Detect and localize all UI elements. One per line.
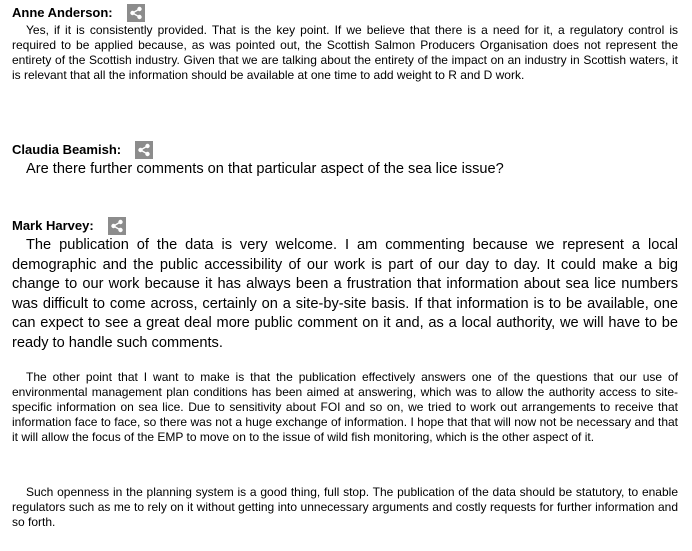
speech-paragraph: Yes, if it is consistently provided. That is the key point. If we believe that there is a need for it, a regulatory control is required to be applied because, as was pointed out, the Scottish Salmon Producers Organisation does not represent the entirety of the Scottish industry. Given that we are talking about the entirety of the impact on an industry in Scottish waters, it is relevant that all the information should be available at one time to add weight to R and D work. <box>12 23 678 82</box>
speaker-heading <box>12 140 678 160</box>
contribution-mark-harvey-continued <box>12 370 678 445</box>
speaker-name: Claudia Beamish: <box>12 142 122 157</box>
contribution-mark-harvey <box>12 216 678 353</box>
speaker-heading <box>12 3 678 23</box>
share-button[interactable] <box>108 217 126 235</box>
share-icon <box>129 6 143 20</box>
speech-paragraph: The other point that I want to make is that the publication effectively answers one of the questions that our use of environmental management plan conditions has been aimed at answering, which was to allow the authority access to site-specific information on sea lice. Due to sensitivity about FOI and so on, we tried to work out arrangements to receive that information face to face, so there was not a huge exchange of information. I hope that that will now not be necessary and that it will allow the focus of the EMP to move on to the issue of wild fish monitoring, which is the other aspect of it. <box>12 370 678 444</box>
share-button[interactable] <box>127 4 145 22</box>
speech-paragraph: The publication of the data is very welcome. I am commenting because we represent a local demographic and the public accessibility of our work is part of our day to day. It could make a big change to our work because it has always been a frustration that information about sea lice numbers was difficult to come across, certainly on a site-by-site basis. If that information is to be available, one can expect to see a great deal more public comment on it and, as a local authority, we will have to be ready to handle such comments. <box>12 237 678 351</box>
share-button[interactable] <box>135 141 153 159</box>
contribution-claudia-beamish <box>12 140 678 180</box>
contribution-anne-anderson <box>12 3 678 83</box>
speech-paragraph: Are there further comments on that particular aspect of the sea lice issue? <box>26 161 504 177</box>
speaker-name: Anne Anderson: <box>12 5 113 20</box>
share-icon <box>110 219 124 233</box>
contribution-mark-harvey-final <box>12 485 678 530</box>
share-icon <box>137 143 151 157</box>
speaker-heading <box>12 216 678 236</box>
speaker-name: Mark Harvey: <box>12 218 94 233</box>
speech-paragraph: Such openness in the planning system is a good thing, full stop. The publication of the data should be statutory, to enable regulators such as me to rely on it without getting into unnecessary arguments and costly requests for further information and so forth. <box>12 485 678 529</box>
